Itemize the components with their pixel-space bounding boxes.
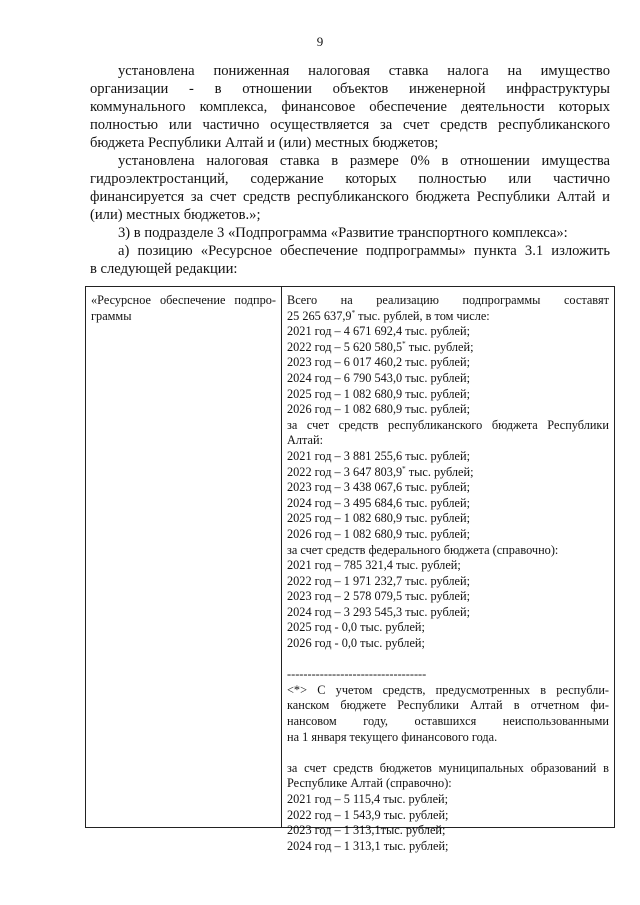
republic-heading: за счет средств республиканского бюджета Республики [287,417,609,432]
year-line: 2021 год – 3 881 255,6 тыс. рублей; [287,448,470,463]
text-line: гидроэлектростанций, содержание которых полностью или частично [90,171,610,187]
total-amount-line [287,309,609,325]
paragraph-hydro-rate [90,152,610,224]
municipal-heading: за счет средств бюджетов муниципальных образований в [287,760,609,775]
text-line: установлена налоговая ставка в размере 0% в отношении имущества [118,153,610,169]
footnote-mark: * [402,339,406,348]
text-line: финансируется за счет средств республиканского бюджета Республики Алтай и [90,189,610,205]
text-line: бюджета Республики Алтай и (или) местных бюджетов; [90,135,439,151]
text-line: граммы [91,308,132,323]
year-line [287,465,609,481]
text-line: в следующей редакции: [90,261,238,277]
footnote-mark: * [351,308,356,317]
year-line: 2022 год – 1 543,9 тыс. рублей; [287,807,449,822]
year-line: 2021 год – 4 671 692,4 тыс. рублей; [287,324,470,339]
total-amount: 25 265 637,9 [287,308,352,323]
year-line-text: 2022 год – 3 647 803,9 [287,464,403,479]
page-number: 9 [316,34,324,49]
text-line: полностью или частично осуществляется за счет средств республиканского [90,117,610,133]
year-line: 2025 год - 0,0 тыс. рублей; [287,620,425,635]
year-line: 2021 год – 785 321,4 тыс. рублей; [287,558,461,573]
table-value-cell [287,293,609,854]
municipal-heading-cont: Республике Алтай (справочно): [287,776,452,791]
paragraph-subsection-3 [90,224,610,242]
year-line: 2023 год – 6 017 460,2 тыс. рублей; [287,355,470,370]
year-line: 2026 год – 1 082 680,9 тыс. рублей; [287,526,470,541]
footnote-line: на 1 января текущего финансового года. [287,729,498,744]
spacer [287,652,609,668]
footnote-rule: ---------------------------------- [287,667,427,682]
year-line: 2025 год – 1 082 680,9 тыс. рублей; [287,386,470,401]
republic-heading-cont: Алтай: [287,433,323,448]
total-heading: Всего на реализацию подпрограммы составят [287,293,609,307]
text-line: организации - в отношении объектов инженерной инфраструктуры [90,81,610,97]
year-line-text: 2022 год – 5 620 580,5 [287,339,403,354]
footnote-line: <*> С учетом средств, предусмотренных в республи- [287,682,609,697]
paragraph-position-a [90,242,610,278]
text-line: (или) местных бюджетов.»; [90,207,261,223]
year-line: 2026 год – 1 082 680,9 тыс. рублей; [287,402,470,417]
column-divider [281,287,282,827]
paragraph-property-tax [90,62,610,152]
year-line: 2026 год - 0,0 тыс. рублей; [287,636,425,651]
footnote-line: канском бюджете Республики Алтай в отчетном фи- [287,698,609,713]
year-line: 2023 год – 2 578 079,5 тыс. рублей; [287,589,470,604]
footnote-line: нансовом году, оставшихся неиспользованными [287,714,609,729]
year-line: 2021 год – 5 115,4 тыс. рублей; [287,792,449,806]
spacer [287,745,609,761]
footnote-mark: * [402,464,406,473]
text-line: коммунального комплекса, финансовое обеспечение деятельности которых [90,99,610,115]
text-line: а) позицию «Ресурсное обеспечение подпрограммы» пункта 3.1 изложить [118,243,610,259]
year-line: 2025 год – 1 082 680,9 тыс. рублей; [287,511,470,526]
year-line-suffix: тыс. рублей; [405,464,474,479]
text-line: «Ресурсное обеспечение подпро- [91,293,276,307]
year-line-suffix: тыс. рублей; [405,339,474,354]
year-line: 2024 год – 3 495 684,6 тыс. рублей; [287,495,470,510]
total-suffix: тыс. рублей, в том числе: [355,308,490,323]
year-line: 2024 год – 6 790 543,0 тыс. рублей; [287,370,470,385]
federal-heading: за счет средств федерального бюджета (справочно): [287,542,559,557]
year-line: 2023 год – 1 313,1тыс. рублей; [287,823,446,838]
year-line: 2022 год – 1 971 232,7 тыс. рублей; [287,573,470,588]
year-line: 2024 год – 1 313,1 тыс. рублей; [287,838,449,853]
year-line: 2023 год – 3 438 067,6 тыс. рублей; [287,480,470,495]
text-line: 3) в подразделе 3 «Подпрограмма «Развитие транспортного комплекса»: [118,225,568,241]
table-label-cell [91,293,276,324]
year-line [287,340,609,356]
text-line: установлена пониженная налоговая ставка налога на имущество [118,63,610,79]
resource-table [85,286,615,853]
year-line: 2024 год – 3 293 545,3 тыс. рублей; [287,604,470,619]
